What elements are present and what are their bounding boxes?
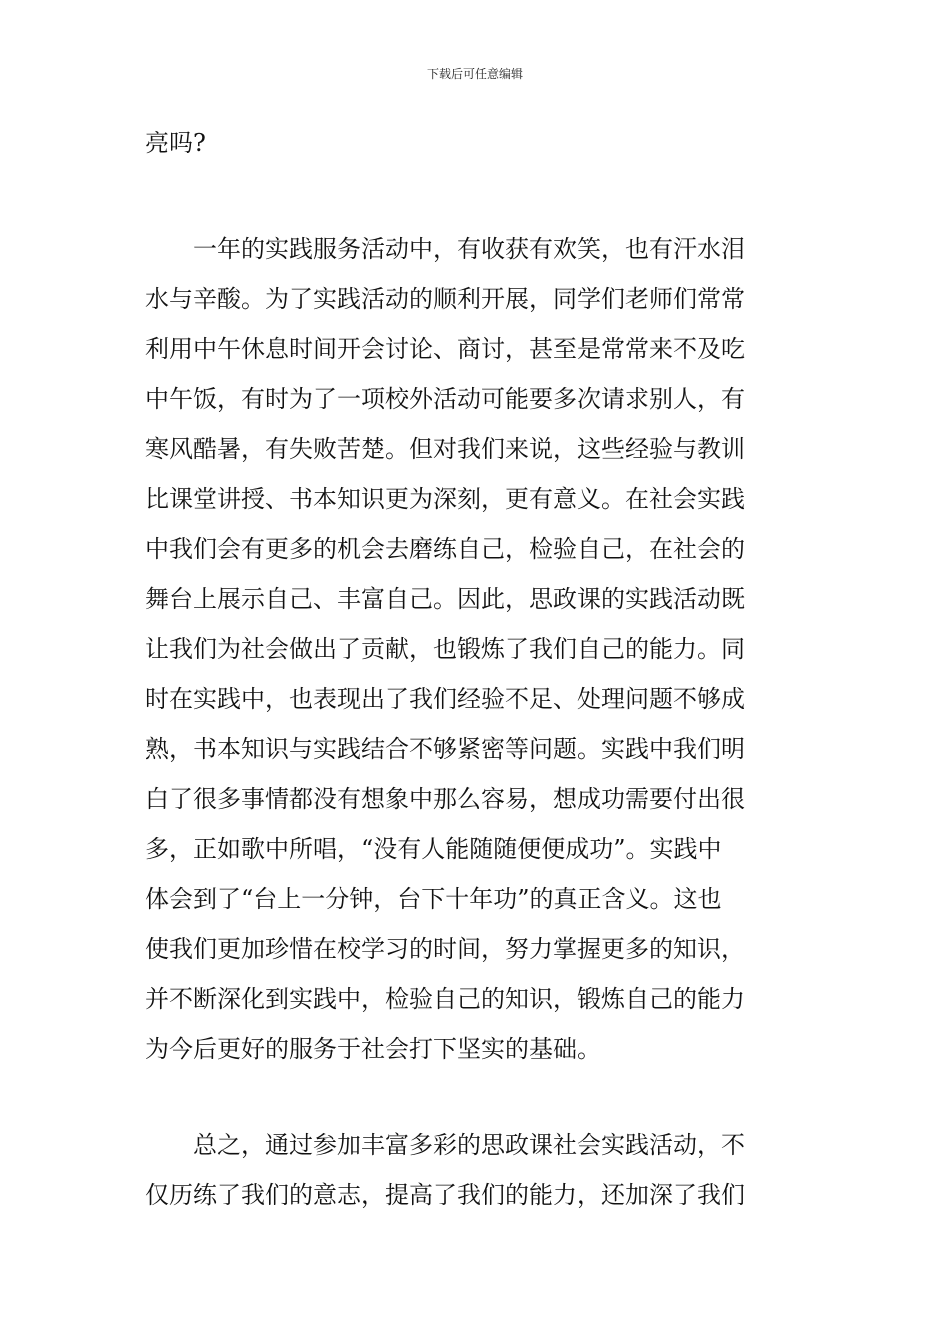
text-line: 时在实践中，也表现出了我们经验不足、处理问题不够成 — [145, 685, 745, 713]
text-line: 仅历练了我们的意志，提高了我们的能力，还加深了我们 — [145, 1181, 745, 1209]
text-line: 中午饭，有时为了一项校外活动可能要多次请求别人，有 — [145, 385, 745, 413]
text-line: 让我们为社会做出了贡献，也锻炼了我们自己的能力。同 — [145, 635, 745, 663]
text-line: 并不断深化到实践中，检验自己的知识，锻炼自己的能力 — [145, 985, 745, 1013]
text-line: 多，正如歌中所唱，“没有人能随随便便成功”。实践中 — [145, 835, 722, 863]
text-line: 寒风酷暑，有失败苦楚。但对我们来说，这些经验与教训 — [145, 435, 745, 463]
text-line: 一年的实践服务活动中，有收获有欢笑，也有汗水泪 — [145, 235, 745, 263]
text-line: 亮吗? — [145, 129, 206, 157]
text-line: 中我们会有更多的机会去磨练自己，检验自己，在社会的 — [145, 535, 745, 563]
text-line: 总之，通过参加丰富多彩的思政课社会实践活动，不 — [145, 1131, 745, 1159]
page-header: 下载后可任意编辑 — [426, 67, 523, 81]
paragraph-conclusion — [145, 1120, 809, 1220]
text-line: 体会到了“台上一分钟，台下十年功”的真正含义。这也 — [145, 885, 722, 913]
text-line: 白了很多事情都没有想象中那么容易，想成功需要付出很 — [145, 785, 745, 813]
continued-paragraph-fragment — [145, 118, 809, 168]
paragraph-practice-summary — [145, 224, 809, 1074]
text-line: 使我们更加珍惜在校学习的时间，努力掌握更多的知识， — [145, 935, 745, 963]
text-line: 为今后更好的服务于社会打下坚实的基础。 — [145, 1035, 601, 1063]
text-line: 舞台上展示自己、丰富自己。因此，思政课的实践活动既 — [145, 585, 745, 613]
text-line: 利用中午休息时间开会讨论、商讨，甚至是常常来不及吃 — [145, 335, 745, 363]
text-line: 比课堂讲授、书本知识更为深刻，更有意义。在社会实践 — [145, 485, 745, 513]
text-line: 水与辛酸。为了实践活动的顺利开展，同学们老师们常常 — [145, 285, 745, 313]
text-line: 熟，书本知识与实践结合不够紧密等问题。实践中我们明 — [145, 735, 745, 763]
